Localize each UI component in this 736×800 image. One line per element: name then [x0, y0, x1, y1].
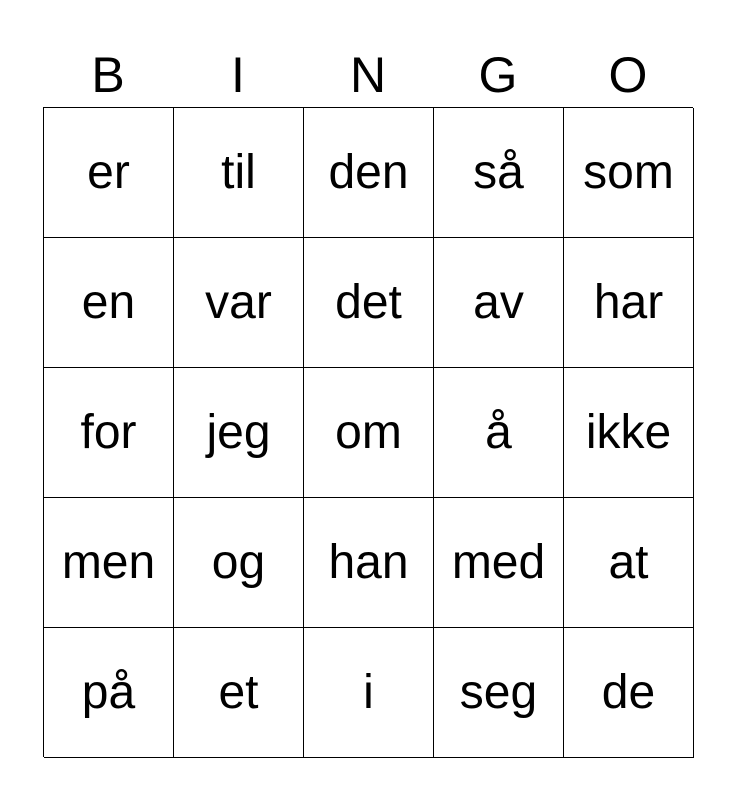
bingo-cell: å — [434, 368, 564, 498]
bingo-cell: med — [434, 498, 564, 628]
bingo-cell: for — [44, 368, 174, 498]
bingo-cell: et — [174, 628, 304, 758]
bingo-cell: til — [174, 108, 304, 238]
bingo-cell: som — [564, 108, 694, 238]
bingo-cell: er — [44, 108, 174, 238]
bingo-cell: de — [564, 628, 694, 758]
bingo-cell: i — [304, 628, 434, 758]
bingo-cell: jeg — [174, 368, 304, 498]
header-letter-o: O — [608, 47, 648, 103]
bingo-cell: om — [304, 368, 434, 498]
header-letter-n: N — [349, 47, 387, 103]
bingo-cell: har — [564, 238, 694, 368]
bingo-cell: at — [564, 498, 694, 628]
bingo-cell: det — [304, 238, 434, 368]
header-letter-i: I — [231, 47, 245, 103]
header-letter-g: G — [478, 47, 518, 103]
bingo-cell: og — [174, 498, 304, 628]
bingo-cell: seg — [434, 628, 564, 758]
bingo-cell: på — [44, 628, 174, 758]
bingo-cell: var — [174, 238, 304, 368]
header-letter-b: B — [91, 47, 125, 103]
bingo-cell: av — [434, 238, 564, 368]
bingo-cell: ikke — [564, 368, 694, 498]
bingo-cell: han — [304, 498, 434, 628]
bingo-cell: en — [44, 238, 174, 368]
bingo-cell: men — [44, 498, 174, 628]
bingo-header — [43, 44, 693, 106]
bingo-cell: den — [304, 108, 434, 238]
bingo-cell: så — [434, 108, 564, 238]
bingo-grid — [43, 107, 693, 757]
